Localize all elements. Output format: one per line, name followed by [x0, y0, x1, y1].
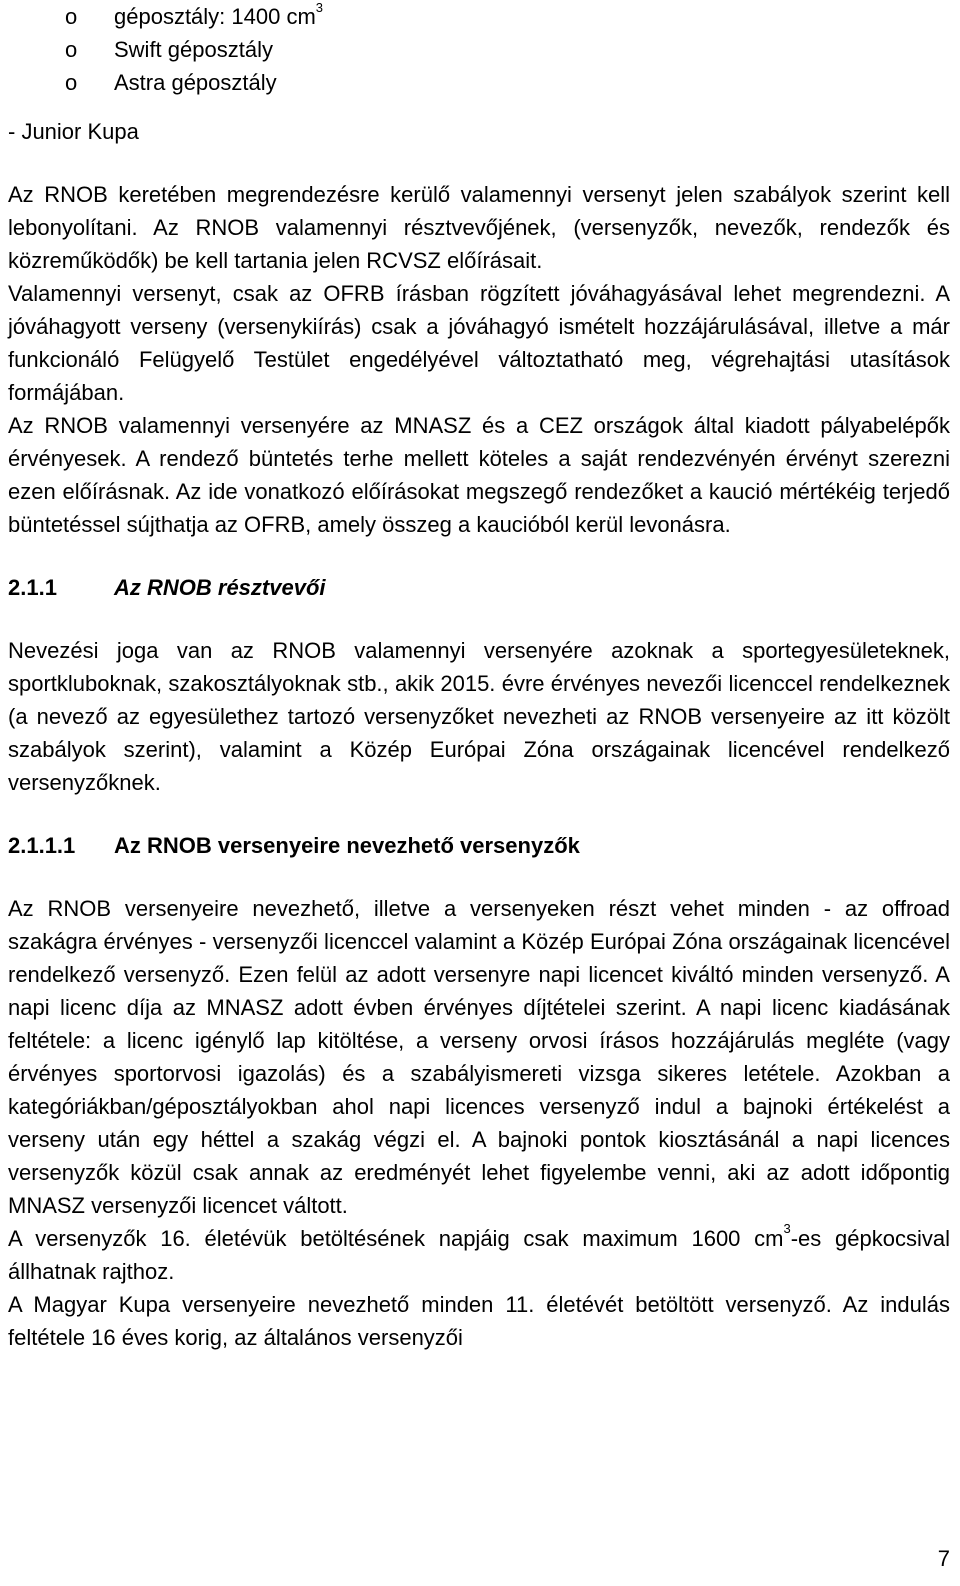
bullet-marker: o: [65, 4, 78, 29]
paragraph-sentence: Valamennyi versenyt, csak az OFRB írásban rögzített jóváhagyásával lehet megrendezni. A jóváhagyott verseny (versenykiírás) csak a jóváhagyó ismételt hozzájárulásával, illetve a már funkcionáló Felügyelő Testület engedélyével változtatható meg, végrehajtási utasítások formájában.: [8, 281, 950, 405]
page-number: 7: [937, 1546, 950, 1571]
list-item: [8, 33, 950, 66]
document-page: [8, 0, 950, 1354]
list-item-text: géposztály: 1400 cm: [114, 4, 316, 29]
paragraph-sentence: Az RNOB valamennyi versenyére az MNASZ és a CEZ országok által kiadott pályabelépők érvényesek. A rendező büntetés terhe mellett köteles a saját rendezvényén érvényt szerezni ezen előírásnak. Az ide vonatkozó előírásokat megszegő rendezőket a kaució mértékéig terjedő büntetéssel sújthatja az OFRB, amely összeg a kaucióból kerül levonásra.: [8, 413, 950, 537]
paragraph-age-limit: [8, 1222, 950, 1288]
subsection-heading: [8, 829, 950, 862]
section-number: 2.1.1: [8, 575, 57, 600]
list-item-text: Swift géposztály: [114, 37, 273, 62]
paragraph-sentence: Az RNOB keretében megrendezésre kerülő valamennyi versenyt jelen szabályok szerint kell lebonyolítani. Az RNOB valamennyi résztvevőjének, (versenyzők, nevezők, rendezők és közreműködők) be kell tartania jelen RCVSZ előírásait.: [8, 182, 950, 273]
paragraph-hungarian-cup: A Magyar Kupa versenyeire nevezhető minden 11. életévét betöltött versenyző. Az indulás feltétele 16 éves korig, az általános versenyzői: [8, 1292, 950, 1350]
section-title: Az RNOB résztvevői: [114, 575, 326, 600]
bullet-marker: o: [65, 70, 78, 95]
list-item-text: Astra géposztály: [114, 70, 277, 95]
subsection-number: 2.1.1.1: [8, 833, 76, 858]
superscript: 3: [315, 0, 324, 15]
list-item: [8, 0, 950, 33]
engine-class-list: [8, 0, 950, 99]
superscript: 3: [783, 1220, 791, 1236]
section-heading: [8, 571, 950, 604]
paragraph-text: -es gépkocsival állhatnak rajthoz.: [8, 1226, 950, 1284]
junior-cup-item: - Junior Kupa: [8, 119, 139, 144]
paragraph-participants: Nevezési joga van az RNOB valamennyi versenyére azoknak a sportegyesületeknek, sportkluboknak, szakosztályoknak stb., akik 2015. évre érvényes nevezői licenccel rendelkeznek (a nevező az egyesülethez tartozó versenyzőket nevezheti az RNOB versenyeire az itt közölt szabályok szerint), valamint a Közép Európai Zóna országainak licencével rendelkező versenyzőknek.: [8, 638, 950, 795]
paragraph-general: [8, 178, 950, 541]
bullet-marker: o: [65, 37, 78, 62]
list-item: [8, 66, 950, 99]
paragraph-text: A versenyzők 16. életévük betöltésének napjáig csak maximum 1600 cm: [8, 1226, 784, 1251]
subsection-title: Az RNOB versenyeire nevezhető versenyzők: [114, 833, 580, 858]
paragraph-eligible-drivers: Az RNOB versenyeire nevezhető, illetve a versenyeken részt vehet minden - az offroad szakágra érvényes - versenyzői licenccel valamint a Közép Európai Zóna országainak licencével rendelkező versenyző. Ezen felül az adott versenyre napi licencet kiváltó minden versenyző. A napi licenc díja az MNASZ adott évben érvényes díjtételei szerint. A napi licenc kiadásának feltétele: a licenc igénylő lap kitöltése, a verseny orvosi írásos hozzájárulás megléte (vagy érvényes sportorvosi igazolás) és a szabályismereti vizsga sikeres letétele. Azokban a kategóriákban/géposztályokban ahol napi licences versenyző indul a bajnoki értékelést a verseny után egy héttel a szakág végzi el. A bajnoki pontok kiosztásánál a napi licences versenyzők közül csak annak az eredményét lehet figyelembe venni, aki az adott időpontig MNASZ versenyzői licencet váltott.: [8, 896, 950, 1218]
